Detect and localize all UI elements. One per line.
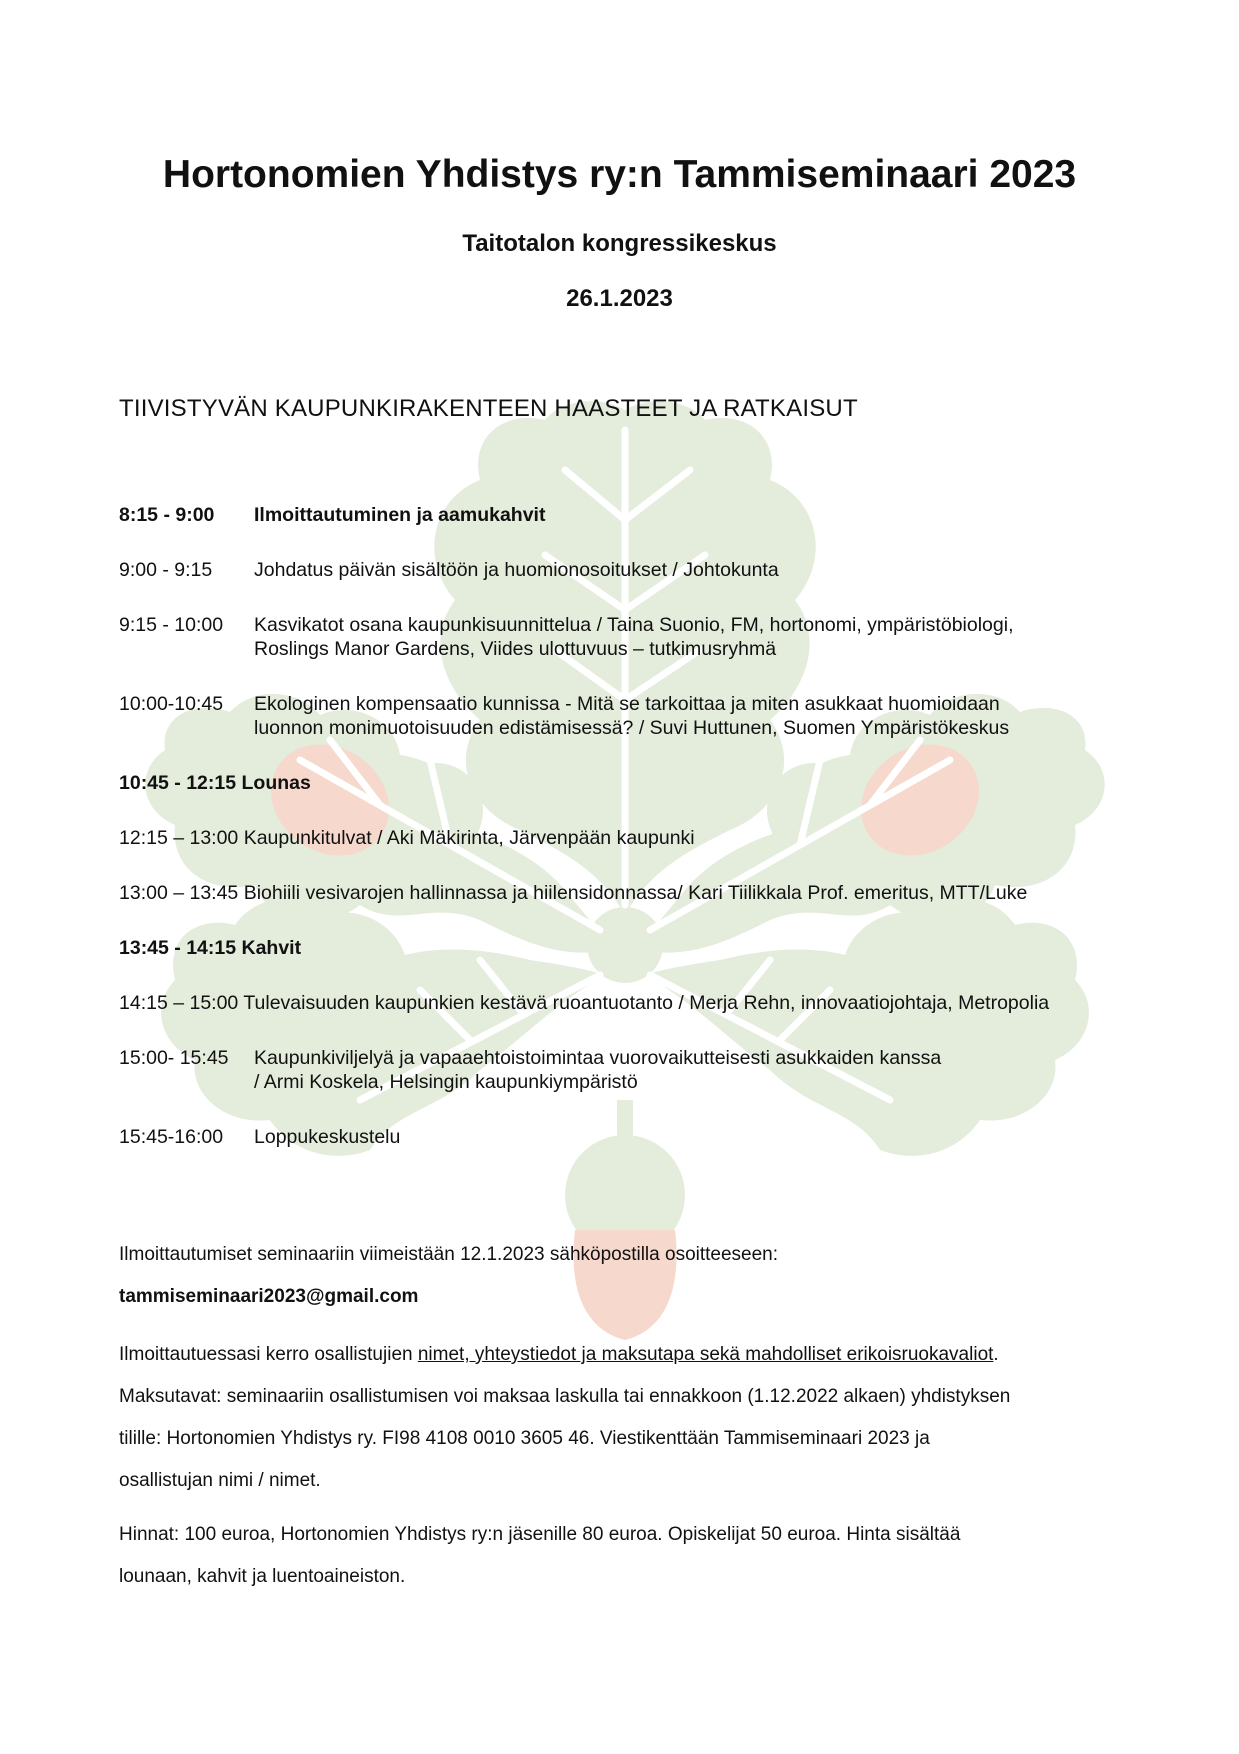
instructions-line <box>119 1334 1149 1376</box>
schedule-text: Ilmoittautuminen ja aamukahvit <box>254 504 546 526</box>
instructions-underlined: nimet, yhteystiedot ja maksutapa sekä mahdolliset erikoisruokavaliot <box>417 1344 994 1365</box>
schedule-text: 12:15 – 13:00 Kaupunkitulvat / Aki Mäkirinta, Järvenpään kaupunki <box>119 827 695 849</box>
event-date: 26.1.2023 <box>566 285 673 312</box>
schedule-text-line: / Armi Koskela, Helsingin kaupunkiympäristö <box>254 1071 638 1093</box>
prices <box>119 1514 1149 1598</box>
registration-email[interactable]: tammiseminaari2023@gmail.com <box>119 1286 419 1307</box>
schedule-item <box>119 991 1149 1015</box>
schedule-item <box>119 936 1149 960</box>
payment-line: tilille: Hortonomien Yhdistys ry. FI98 4108 0010 3605 46. Viestikenttään Tammiseminaari 2023 ja <box>119 1428 930 1449</box>
schedule-text: 14:15 – 15:00 Tulevaisuuden kaupunkien kestävä ruoantuotanto / Merja Rehn, innovaatiojohtaja, Metropolia <box>119 992 1050 1014</box>
schedule-time: 9:00 - 9:15 <box>119 559 213 581</box>
instructions-suffix: . <box>993 1344 999 1365</box>
registration-info <box>119 1234 1149 1318</box>
schedule-text-line: luonnon monimuotoisuuden edistämisessä? / Suvi Huttunen, Suomen Ympäristökeskus <box>254 717 1010 739</box>
registration-instructions <box>119 1334 1149 1502</box>
payment-line: Maksutavat: seminaariin osallistumisen voi maksaa laskulla tai ennakkoon (1.12.2022 alkaen) yhdistyksen <box>119 1386 1011 1407</box>
page-title: Hortonomien Yhdistys ry:n Tammiseminaari 2023 <box>162 153 1077 196</box>
schedule-item <box>119 771 1149 795</box>
theme-heading: TIIVISTYVÄN KAUPUNKIRAKENTEEN HAASTEET JA RATKAISUT <box>119 395 858 422</box>
schedule-text-line: Kaupunkiviljelyä ja vapaaehtoistoimintaa vuorovaikutteisesti asukkaiden kanssa <box>254 1047 942 1069</box>
schedule-text-line: Kasvikatot osana kaupunkisuunnittelua / Taina Suonio, FM, hortonomi, ympäristöbiologi, <box>254 614 1014 636</box>
schedule-item <box>119 881 1149 905</box>
venue: Taitotalon kongressikeskus <box>462 230 777 257</box>
schedule-time: 9:15 - 10:00 <box>119 614 224 636</box>
prices-line: Hinnat: 100 euroa, Hortonomien Yhdistys ry:n jäsenille 80 euroa. Opiskelijat 50 euroa. Hinta sisältää <box>119 1524 961 1545</box>
instructions-prefix: Ilmoittautuessasi kerro osallistujien <box>119 1344 418 1365</box>
schedule-text: Johdatus päivän sisältöön ja huomionosoitukset / Johtokunta <box>254 559 779 581</box>
schedule-text: Loppukeskustelu <box>254 1126 401 1148</box>
registration-deadline: Ilmoittautumiset seminaariin viimeistään 12.1.2023 sähköpostilla osoitteeseen: <box>119 1244 779 1265</box>
schedule-time: 10:00-10:45 <box>119 693 224 715</box>
schedule-time: 15:00- 15:45 <box>119 1047 229 1069</box>
schedule-text-line: Ekologinen kompensaatio kunnissa - Mitä se tarkoittaa ja miten asukkaat huomioidaan <box>254 693 1000 715</box>
schedule-text: 10:45 - 12:15 Lounas <box>119 772 311 794</box>
schedule-text: 13:45 - 14:15 Kahvit <box>119 937 302 959</box>
schedule-text-line: Roslings Manor Gardens, Viides ulottuvuus – tutkimusryhmä <box>254 638 777 660</box>
schedule-item <box>119 826 1149 850</box>
schedule-text: 13:00 – 13:45 Biohiili vesivarojen hallinnassa ja hiilensidonnassa/ Kari Tiilikkala Prof. emeritus, MTT/Luke <box>119 882 1028 904</box>
payment-line: osallistujan nimi / nimet. <box>119 1470 321 1491</box>
schedule-time: 15:45-16:00 <box>119 1126 224 1148</box>
schedule-time: 8:15 - 9:00 <box>119 504 215 526</box>
prices-line: lounaan, kahvit ja luentoaineiston. <box>119 1566 406 1587</box>
